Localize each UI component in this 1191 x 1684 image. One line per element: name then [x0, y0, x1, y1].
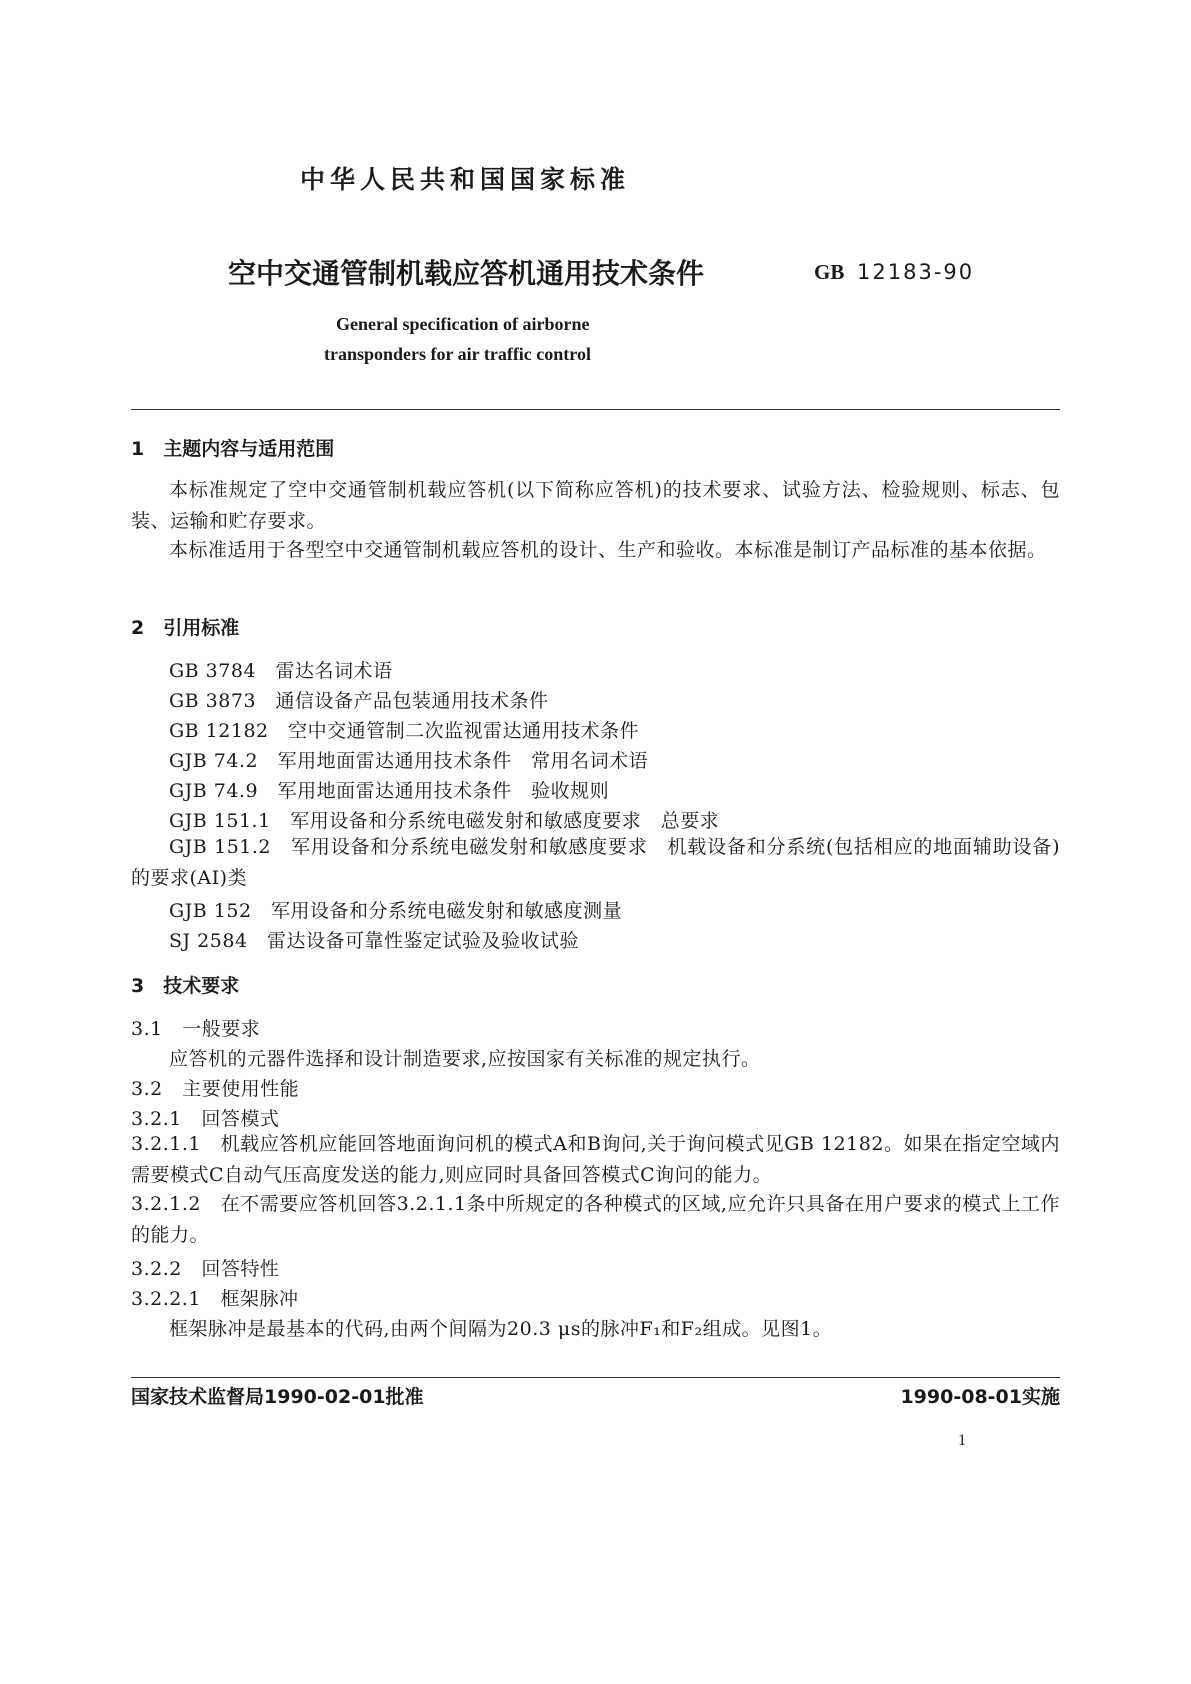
section-1-paragraph-2: 本标准适用于各型空中交通管制机载应答机的设计、生产和验收。本标准是制订产品标准的基本依据。 — [169, 539, 1047, 561]
national-standard-label: 中华人民共和国国家标准 — [300, 165, 631, 194]
subsection-3-2-1-2-text: 3.2.1.2 在不需要应答机回答3.2.1.1条中所规定的各种模式的区域,应允许只具备在用户要求的模式上工作的能力。 — [131, 1193, 1060, 1246]
approval-text: 国家技术监督局1990-02-01批准 — [131, 1386, 424, 1408]
subsection-3-1-heading: 3.1 一般要求 — [131, 1018, 261, 1040]
reference-item: GJB 152 军用设备和分系统电磁发射和敏感度测量 — [169, 900, 623, 922]
reference-item: GB 3784 雷达名词术语 — [169, 660, 393, 682]
section-1-paragraph-1: 本标准规定了空中交通管制机载应答机(以下简称应答机)的技术要求、试验方法、检验规则、标志、包装、运输和贮存要求。 — [131, 479, 1060, 532]
english-title-line-2: transponders for air traffic control — [324, 344, 591, 364]
reference-item: GJB 151.2 军用设备和分系统电磁发射和敏感度要求 机载设备和分系统(包括相应的地面辅助设备)的要求(AI)类 — [131, 836, 1060, 889]
footer-divider — [131, 1377, 1060, 1378]
section-2-heading: 2 引用标准 — [131, 617, 240, 639]
header-divider — [131, 409, 1060, 410]
standard-code-number: 12183-90 — [857, 260, 975, 284]
standard-code — [814, 260, 974, 285]
reference-item: SJ 2584 雷达设备可靠性鉴定试验及验收试验 — [169, 930, 580, 952]
subsection-3-2-2-1-heading: 3.2.2.1 框架脉冲 — [131, 1288, 299, 1310]
subsection-3-1-text: 应答机的元器件选择和设计制造要求,应按国家有关标准的规定执行。 — [169, 1048, 761, 1070]
document-title: 空中交通管制机载应答机通用技术条件 — [228, 257, 705, 290]
subsection-3-2-2-heading: 3.2.2 回答特性 — [131, 1258, 280, 1280]
subsection-3-2-2-1-text: 框架脉冲是最基本的代码,由两个间隔为20.3 μs的脉冲F₁和F₂组成。见图1。 — [169, 1318, 833, 1340]
effective-date-text: 1990-08-01实施 — [900, 1386, 1060, 1408]
reference-item: GB 3873 通信设备产品包装通用技术条件 — [169, 690, 549, 712]
standard-code-prefix: GB — [814, 260, 845, 284]
reference-item: GJB 74.2 军用地面雷达通用技术条件 常用名词术语 — [169, 750, 649, 772]
subsection-3-2-1-heading: 3.2.1 回答模式 — [131, 1108, 280, 1130]
english-title-line-1: General specification of airborne — [336, 314, 590, 334]
subsection-3-2-heading: 3.2 主要使用性能 — [131, 1078, 300, 1100]
section-1-heading: 1 主题内容与适用范围 — [131, 438, 335, 460]
reference-item: GJB 74.9 军用地面雷达通用技术条件 验收规则 — [169, 780, 610, 802]
subsection-3-2-1-1-text: 3.2.1.1 机载应答机应能回答地面询问机的模式A和B询问,关于询问模式见GB 12182。如果在指定空域内需要模式C自动气压高度发送的能力,则应同时具备回答模式C询问的能力。 — [131, 1133, 1060, 1186]
reference-item: GB 12182 空中交通管制二次监视雷达通用技术条件 — [169, 720, 640, 742]
reference-item: GJB 151.1 军用设备和分系统电磁发射和敏感度要求 总要求 — [169, 810, 720, 832]
page-number: 1 — [958, 1432, 966, 1449]
section-3-heading: 3 技术要求 — [131, 975, 240, 997]
